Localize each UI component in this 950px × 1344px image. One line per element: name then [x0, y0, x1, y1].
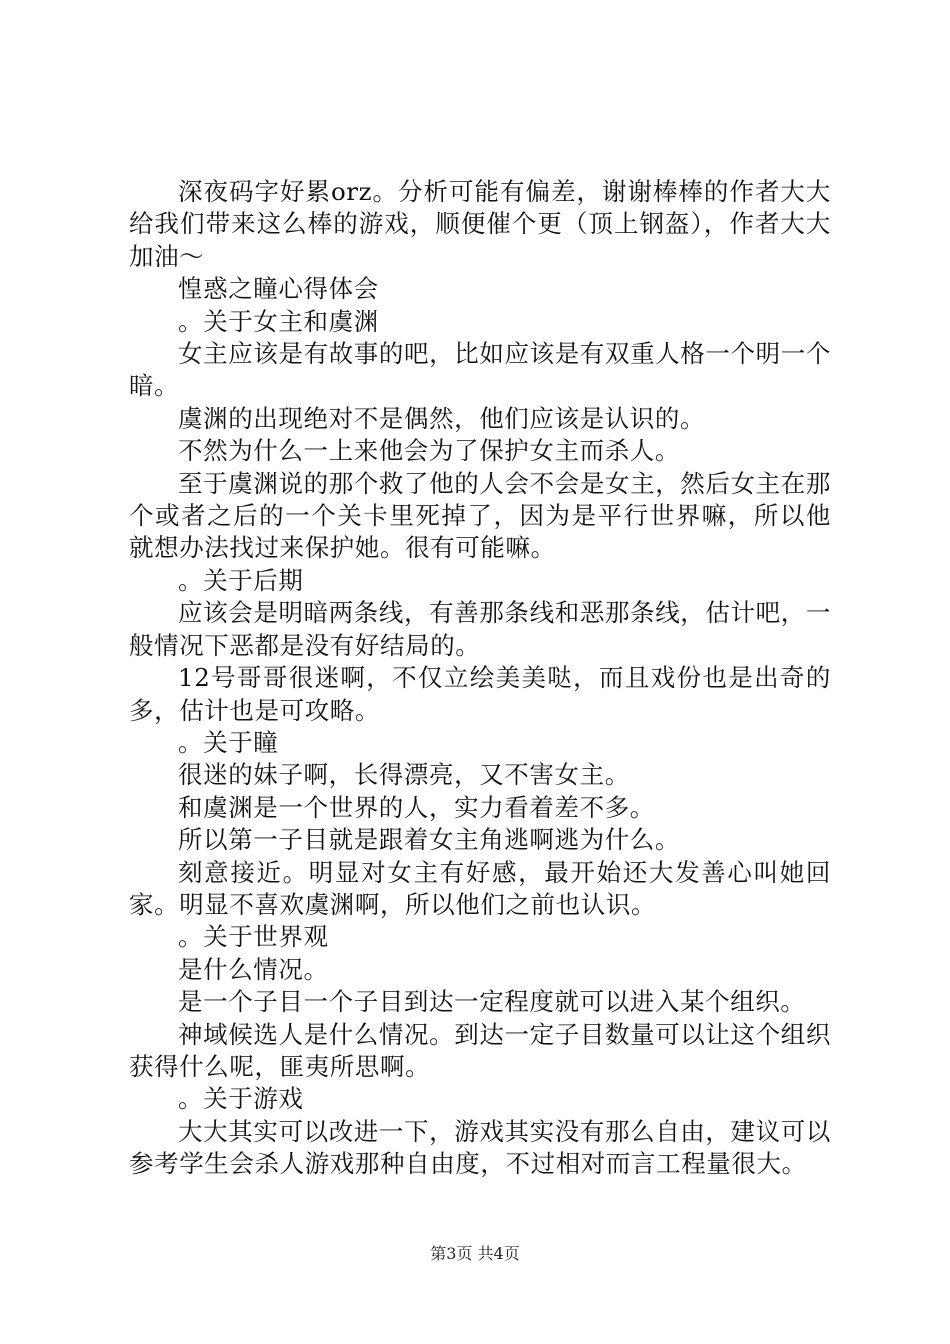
paragraph: 女主应该是有故事的吧，比如应该是有双重人格一个明一个暗。	[129, 339, 831, 401]
paragraph: 和虞渊是一个世界的人，实力看着差不多。	[178, 792, 655, 822]
paragraph: 深夜码字好累orz。分析可能有偏差，谢谢棒棒的作者大大给我们带来这么棒的游戏，顺便催个更（顶上钢盔），作者大大加油～	[129, 177, 831, 271]
paragraph: 刻意接近。明显对女主有好感，最开始还大发善心叫她回家。明显不喜欢虞渊啊，所以他们之前也认识。	[129, 857, 831, 919]
paragraph: 大大其实可以改进一下，游戏其实没有那么自由，建议可以参考学生会杀人游戏那种自由度，不过相对而言工程量很大。	[129, 1116, 831, 1179]
paragraph: 虞渊的出现绝对不是偶然，他们应该是认识的。	[178, 403, 706, 433]
document-body	[129, 176, 831, 1181]
section-heading: 。关于瞳	[178, 727, 279, 757]
paragraph: 应该会是明暗两条线，有善那条线和恶那条线，估计吧，一般情况下恶都是没有好结局的。	[129, 598, 831, 660]
paragraph: 是一个子目一个子目到达一定程度就可以进入某个组织。	[178, 987, 806, 1017]
page-number-footer: 第3页 共4页	[430, 1244, 520, 1263]
section-heading: 。关于游戏	[178, 1084, 304, 1114]
section-heading: 。关于后期	[178, 565, 304, 595]
paragraph: 不然为什么一上来他会为了保护女主而杀人。	[178, 436, 680, 466]
paragraph: 至于虞渊说的那个救了他的人会不会是女主，然后女主在那个或者之后的一个关卡里死掉了，因为是平行世界嘛，所以他就想办法找过来保护她。很有可能嘛。	[129, 468, 831, 563]
paragraph: 神域候选人是什么情况。到达一定子目数量可以让这个组织获得什么呢，匪夷所思啊。	[129, 1019, 831, 1081]
paragraph: 很迷的妹子啊，长得漂亮，又不害女主。	[178, 760, 630, 790]
paragraph: 是什么情况。	[178, 954, 329, 984]
section-title: 惶惑之瞳心得体会	[178, 274, 379, 304]
paragraph: 12号哥哥很迷啊，不仅立绘美美哒，而且戏份也是出奇的多，估计也是可攻略。	[129, 663, 831, 725]
section-heading: 。关于世界观	[178, 922, 329, 952]
section-heading: 。关于女主和虞渊	[178, 306, 379, 336]
paragraph: 所以第一子目就是跟着女主角逃啊逃为什么。	[178, 825, 680, 855]
